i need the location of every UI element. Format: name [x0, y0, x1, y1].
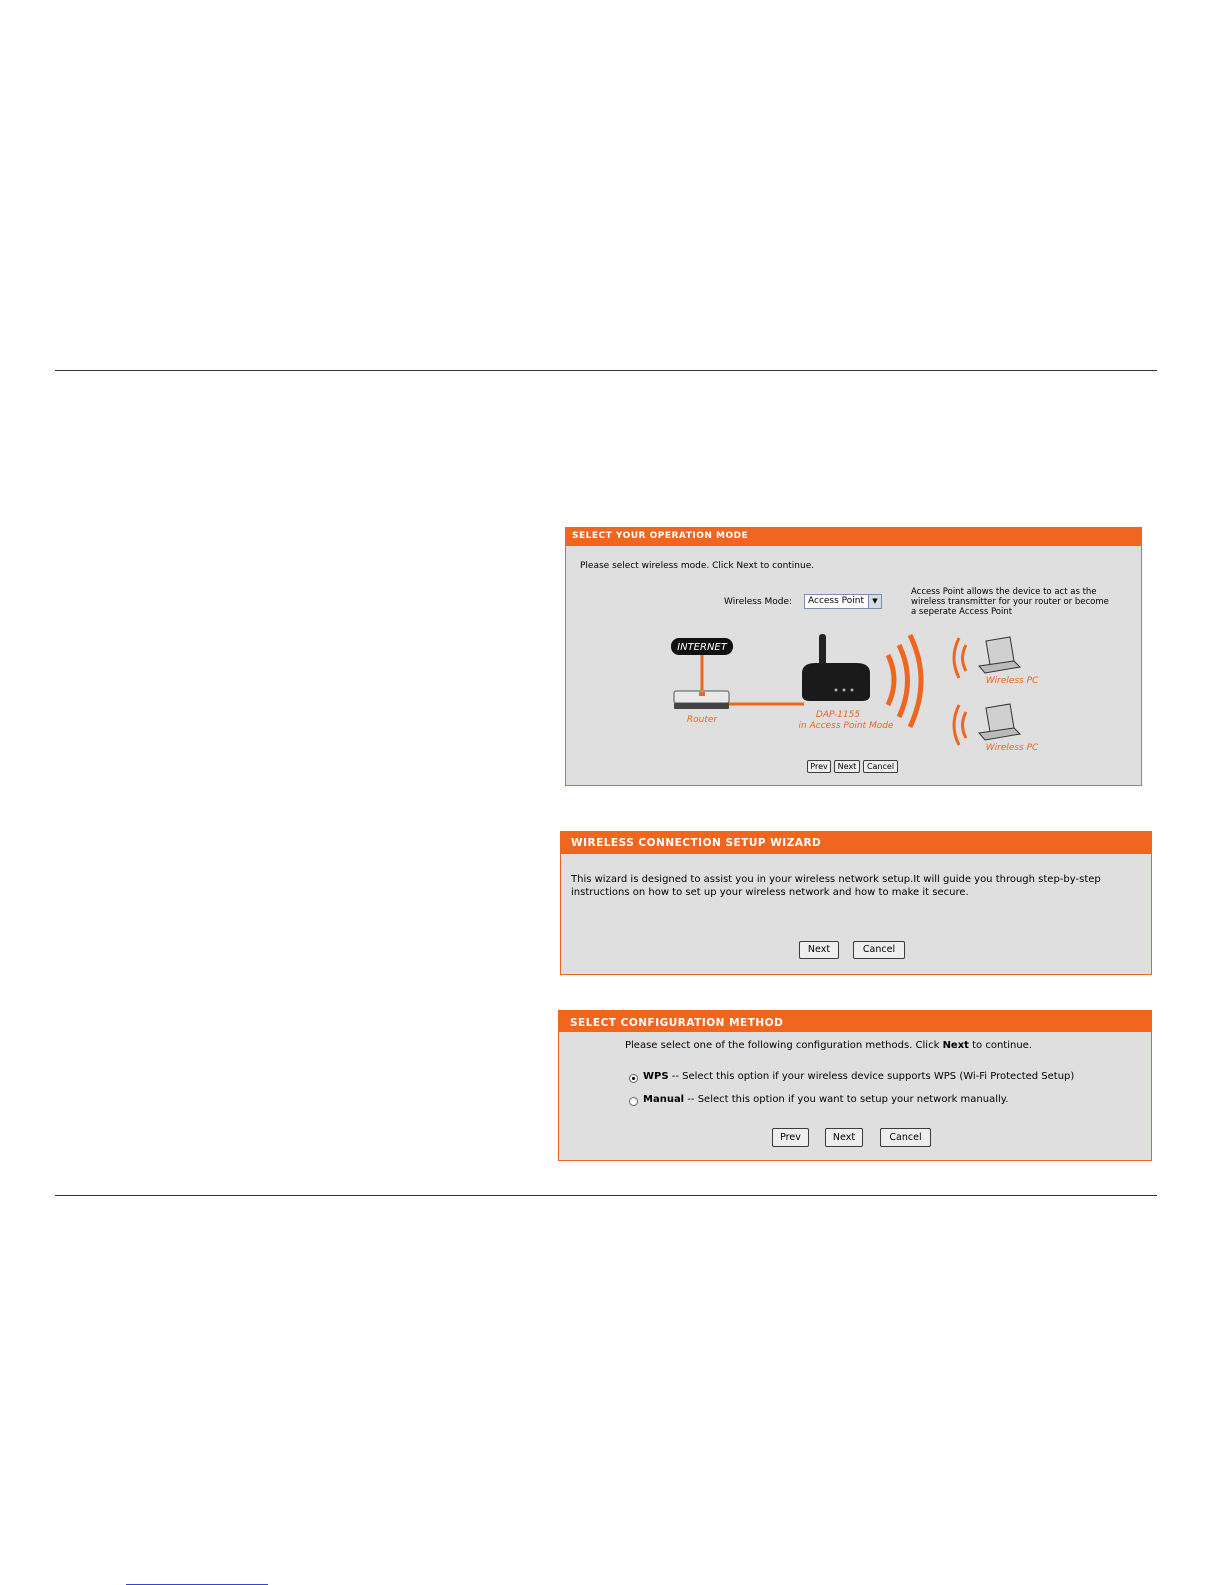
instruction-text	[625, 1040, 1032, 1051]
cancel-button[interactable]: Cancel	[880, 1128, 931, 1147]
description-line: instructions on how to set up your wireless network and how to make it secure.	[571, 887, 969, 898]
chevron-down-icon[interactable]: ▼	[868, 595, 881, 608]
wireless-pc-icon	[954, 638, 966, 678]
wps-radio[interactable]	[629, 1074, 638, 1083]
description-line: Access Point allows the device to act as the	[911, 587, 1097, 597]
wireless-mode-select[interactable]	[804, 594, 882, 609]
access-point-device-icon	[802, 634, 870, 701]
description-line: wireless transmitter for your router or become	[911, 597, 1109, 607]
internet-cloud-icon	[671, 638, 733, 655]
manual-option-label[interactable]	[643, 1094, 1008, 1105]
next-button[interactable]: Next	[799, 941, 839, 959]
option-description: -- Select this option if you want to setup your network manually.	[684, 1094, 1009, 1105]
router-icon	[674, 691, 729, 709]
laptop-icon	[979, 637, 1020, 673]
wireless-mode-label: Wireless Mode:	[724, 597, 793, 607]
wireless-pc-icon	[954, 705, 966, 745]
setup-wizard-panel	[560, 831, 1152, 975]
internet-label: INTERNET	[677, 642, 727, 653]
panel-title: WIRELESS CONNECTION SETUP WIZARD	[561, 832, 1151, 854]
laptop-icon	[979, 704, 1020, 740]
option-name: Manual	[643, 1094, 685, 1105]
top-divider	[55, 370, 1157, 371]
manual-radio[interactable]	[629, 1097, 638, 1106]
configuration-method-panel	[558, 1010, 1152, 1161]
option-name: WPS	[643, 1071, 669, 1082]
prev-button[interactable]: Prev	[807, 760, 831, 773]
next-button[interactable]: Next	[834, 760, 860, 773]
instruction-part: to continue.	[968, 1040, 1033, 1051]
device-mode-label: in Access Point Mode	[798, 721, 894, 731]
wireless-mode-value: Access Point	[808, 596, 865, 606]
cancel-button[interactable]: Cancel	[863, 760, 898, 773]
description-line: This wizard is designed to assist you in your wireless network setup.It will guide you through step-by-step	[571, 874, 1101, 885]
cancel-button[interactable]: Cancel	[853, 941, 905, 959]
pc-label: Wireless PC	[985, 743, 1039, 753]
description-line: a seperate Access Point	[911, 607, 1013, 617]
bottom-divider	[55, 1195, 1157, 1196]
instruction-part: Please select one of the following configuration methods. Click	[625, 1040, 943, 1051]
wps-option-label[interactable]	[643, 1071, 1074, 1082]
panel-title: SELECT CONFIGURATION METHOD	[559, 1011, 1151, 1032]
router-label: Router	[686, 715, 718, 725]
instruction-text: Please select wireless mode. Click Next to continue.	[580, 561, 815, 571]
next-button[interactable]: Next	[825, 1128, 863, 1147]
prev-button[interactable]: Prev	[772, 1128, 809, 1147]
panel-title: SELECT YOUR OPERATION MODE	[566, 528, 1141, 546]
operation-mode-panel	[565, 527, 1142, 786]
pc-label: Wireless PC	[985, 676, 1039, 686]
mode-description	[911, 587, 1109, 617]
wizard-description	[571, 873, 1101, 899]
device-label: DAP-1155	[815, 710, 861, 720]
option-description: -- Select this option if your wireless device supports WPS (Wi-Fi Protected Setup)	[668, 1071, 1075, 1082]
instruction-emphasis: Next	[942, 1040, 969, 1051]
signal-waves-icon	[888, 635, 921, 727]
